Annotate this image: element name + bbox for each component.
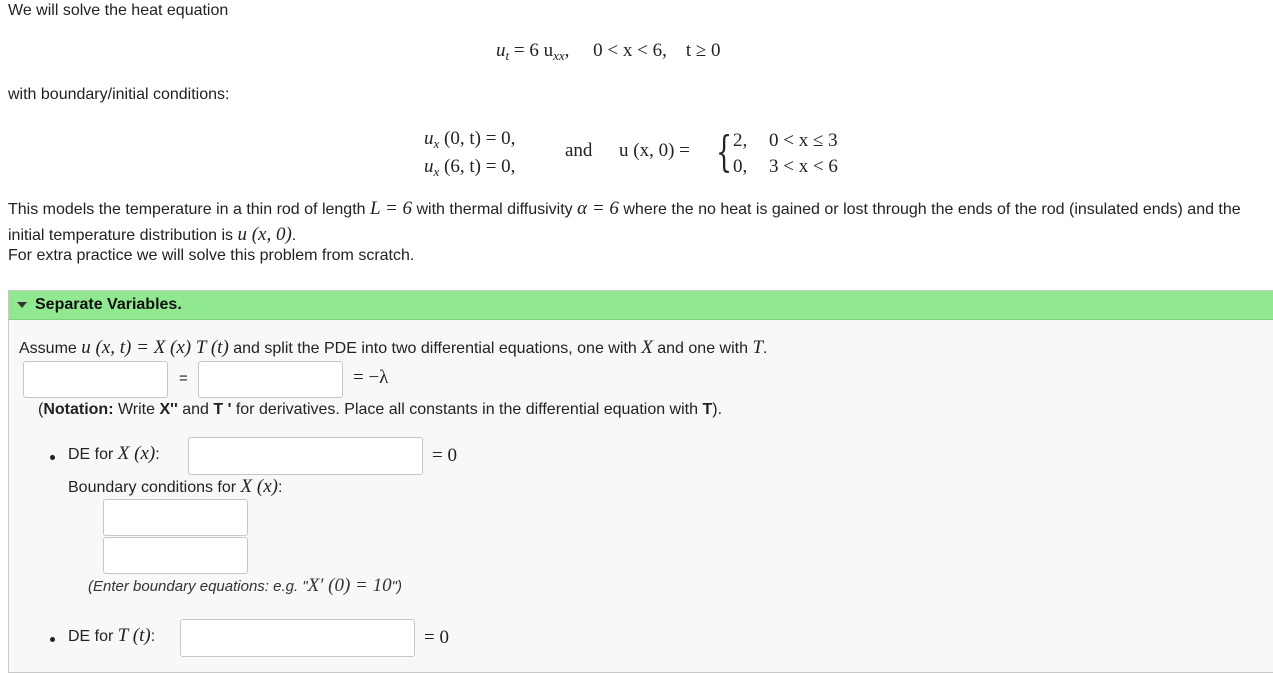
boundary-conditions xyxy=(424,125,515,181)
de-x-label: DE for X (x): xyxy=(68,443,160,464)
initial-condition-lhs: u (x, 0) = xyxy=(619,140,690,161)
practice-note: For extra practice we will solve this problem from scratch. xyxy=(8,247,415,264)
equals-sign: = xyxy=(179,370,188,387)
boundary-condition-right: $u_x$ (6, t) = 0, xyxy=(424,156,516,179)
bullet-icon xyxy=(50,637,55,642)
boundary-condition-left: $u_x$ (0, t) = 0, xyxy=(424,128,516,151)
section-title: Separate Variables. xyxy=(35,296,182,313)
de-t-label: DE for T (t): xyxy=(68,625,156,646)
de-t-input[interactable] xyxy=(180,619,415,657)
model-description: This models the temperature in a thin rod of length L = 6 with thermal diffusivity α = 6 where the no heat is gained or lost through the ends of the rod (insulated ends) and the initial temperature distribution is u (x, 0). xyxy=(8,198,1241,245)
intro-text: We will solve the heat equation xyxy=(8,2,229,19)
collapse-arrow-icon[interactable] xyxy=(17,302,27,308)
x-ratio-input[interactable] xyxy=(23,361,168,398)
case-2: 0, 3 < x < 6 xyxy=(733,156,838,177)
notation-note: (Notation: Write X'' and T ' for derivatives. Place all constants in the differential equation with T). xyxy=(38,401,723,418)
conditions-intro: with boundary/initial conditions: xyxy=(8,86,230,103)
separate-variables-section xyxy=(8,290,1273,673)
section-header[interactable] xyxy=(9,291,1273,320)
boundary-condition-input-2[interactable] xyxy=(103,537,248,574)
bullet-icon xyxy=(50,455,55,460)
equals-zero-x: = 0 xyxy=(432,445,457,466)
boundary-conditions-label: Boundary conditions for X (x): xyxy=(68,476,283,497)
and-word: and xyxy=(565,140,593,161)
case-1: 2, 0 < x ≤ 3 xyxy=(733,130,838,151)
t-ratio-input[interactable] xyxy=(198,361,343,398)
boundary-hint: (Enter boundary equations: e.g. "X′ (0) = 10") xyxy=(88,575,402,596)
cases-brace: { xyxy=(716,127,733,176)
heat-equation: $u_t = 6$ $u_{xx}$, 0 < x < 6, t ≥ 0 xyxy=(496,40,721,63)
initial-condition-cases xyxy=(733,128,838,180)
domain-x: 0 < x < 6, xyxy=(593,40,667,61)
assume-instruction: Assume u (x, t) = X (x) T (t) and split the PDE into two differential equations, one with X and one with T. xyxy=(19,337,768,358)
equals-minus-lambda: = −λ xyxy=(353,367,389,388)
de-x-input[interactable] xyxy=(188,437,423,475)
domain-t: t ≥ 0 xyxy=(685,40,721,61)
boundary-condition-input-1[interactable] xyxy=(103,499,248,536)
equals-zero-t: = 0 xyxy=(424,627,449,648)
